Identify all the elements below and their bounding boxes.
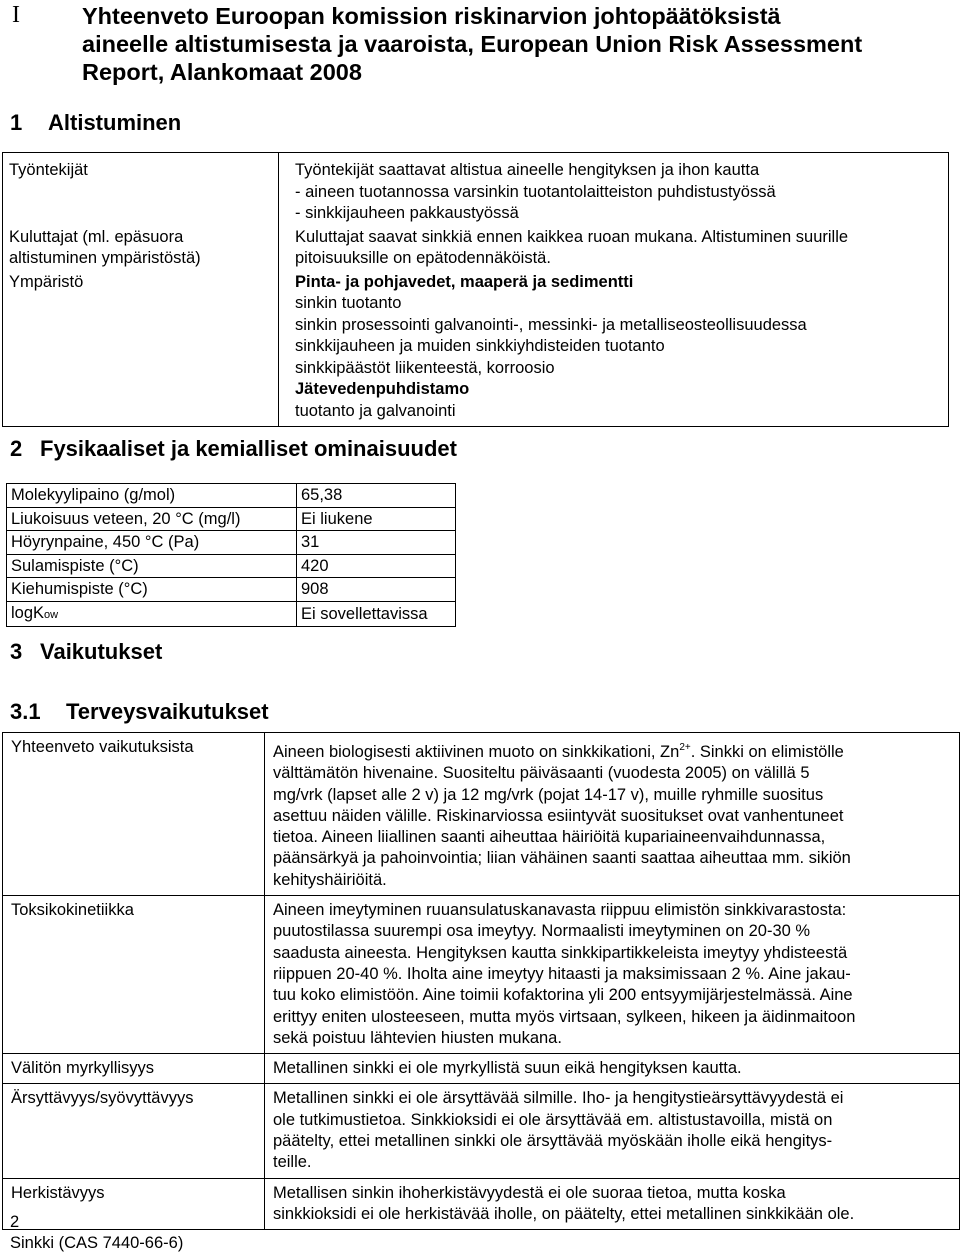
row-label: [3, 153, 279, 226]
content-line: saadusta aineesta. Hengityksen kautta sinkkipartikkeleista imeytyy yhdisteestä: [273, 943, 848, 962]
content-line: Metallinen sinkki ei ole ärsyttävää silmille. Iho- ja hengitystieärsyttävyydestä ei: [273, 1089, 844, 1108]
row-label: Herkistävyys: [3, 1178, 265, 1230]
content-subheading: Pinta- ja pohjavedet, maaperä ja sedimentti: [295, 272, 634, 291]
section-title: Fysikaaliset ja kemialliset ominaisuudet: [40, 436, 457, 461]
table-row: [7, 484, 456, 508]
content-line: Metallisen sinkin ihoherkistävyydestä ei ole suoraa tietoa, mutta koska: [273, 1183, 786, 1202]
superscript: 2+: [679, 742, 691, 753]
content-line: riippuen 20-40 %. Iholta aine imeytyy hitaasti ja maksimissaan 2 %. Aine jakau-: [273, 964, 851, 983]
content-subheading: Jätevedenpuhdistamo: [295, 380, 470, 398]
content-line: ole tutkimustietoa. Sinkkioksidi ei ole ärsyttävää em. altistustavoilla, mistä on: [273, 1110, 833, 1129]
row-label: Toksikokinetiikka: [3, 896, 265, 1054]
section-title: Vaikutukset: [40, 639, 163, 664]
property-value: 65,38: [297, 484, 456, 508]
section-title: Terveysvaikutukset: [66, 699, 269, 724]
table-row: [3, 226, 949, 271]
property-label: Kiehumispiste (°C): [7, 578, 297, 602]
row-content: [279, 153, 949, 226]
content-line: Työntekijät saattavat altistua aineelle hengityksen ja ihon kautta: [295, 161, 760, 179]
content-line: välttämätön hivenaine. Suositeltu päiväsaanti (vuodesta 2005) on välillä 5: [273, 764, 810, 783]
table-row: [7, 601, 456, 627]
section-number: 3.1: [10, 699, 41, 724]
row-label: [3, 271, 279, 427]
section-title: Altistuminen: [48, 110, 182, 135]
title-line: Report, Alankomaat 2008: [82, 59, 362, 85]
row-content: [265, 1054, 960, 1084]
table-row: [3, 153, 949, 226]
content-line: päänsärkyä ja pahoinvointia; liian vähäinen saanti saattaa aiheuttaa mm. sikiön: [273, 849, 851, 868]
property-value: 31: [297, 531, 456, 555]
property-label: [7, 601, 297, 627]
row-content: [279, 271, 949, 427]
properties-table: [6, 483, 456, 627]
property-label: Molekyylipaino (g/mol): [7, 484, 297, 508]
table-row: [3, 271, 949, 427]
row-content: [265, 733, 960, 896]
row-label: Yhteenveto vaikutuksista: [3, 733, 265, 896]
table-row: [3, 896, 960, 1054]
content-line: tietoa. Aineen liiallinen saanti aiheuttaa häiriöitä kupariaineenvaihdunnassa,: [273, 828, 826, 847]
table-row: [7, 578, 456, 602]
content-line: puutostilassa suurempi osa imeytyy. Normaalisti imeytyminen on 20-30 %: [273, 922, 811, 941]
property-value: Ei sovellettavissa: [297, 601, 456, 627]
content-line: - sinkkijauheen pakkaustyössä: [295, 204, 519, 222]
property-label: Sulamispiste (°C): [7, 554, 297, 578]
content-line: sekä poistuu lähtevien hiusten mukana.: [273, 1028, 562, 1047]
content-line: Aineen imeytyminen ruuansulatuskanavasta riippuu elimistön sinkkivarastosta:: [273, 901, 847, 920]
footer-substance: Sinkki (CAS 7440-66-6): [10, 1234, 184, 1252]
section-number: 3: [10, 639, 23, 664]
property-label: Liukoisuus veteen, 20 °C (mg/l): [7, 507, 297, 531]
label-subscript: ow: [44, 608, 59, 621]
table-row: [3, 733, 960, 896]
content-line: - aineen tuotannossa varsinkin tuotantolaitteiston puhdistustyössä: [295, 182, 776, 201]
label-text: Ympäristö: [9, 272, 84, 291]
section-heading-health: [10, 699, 269, 725]
property-value: 908: [297, 578, 456, 602]
section-heading-properties: [10, 436, 457, 462]
content-line: Kuluttajat saavat sinkkiä ennen kaikkea ruoan mukana. Altistuminen suurille: [295, 227, 849, 246]
content-line: sinkkipäästöt liikenteestä, korroosio: [295, 358, 555, 377]
content-line: asettuu näiden välille. Riskinarviossa esiintyvät suositukset ovat vanhentuneet: [273, 806, 844, 825]
label-text: logK: [11, 603, 45, 622]
content-line: kehityshäiriöitä.: [273, 870, 387, 889]
content-line: mg/vrk (lapset alle 2 v) ja 12 mg/vrk (pojat 14-17 v), muille ryhmille suositus: [273, 785, 824, 804]
property-value: 420: [297, 554, 456, 578]
content-line: erittyy eniten ulosteeseen, mutta myös virtsaan, sylkeen, hikeen ja äidinmaitoon: [273, 1007, 856, 1026]
section-number: 2: [10, 436, 23, 461]
table-row: [7, 554, 456, 578]
table-row: [7, 507, 456, 531]
table-row: [7, 531, 456, 555]
section-heading-effects: [10, 639, 162, 665]
section-heading-exposure: [10, 110, 181, 136]
content-line: pitoisuuksille on epätodennäköistä.: [295, 249, 551, 267]
content-line: sinkkioksidi ei ole herkistävää iholle, on päätelty, ettei metallinen sinkkikään ole.: [273, 1204, 855, 1223]
label-text: Kuluttajat (ml. epäsuora: [9, 227, 184, 246]
content-line: tuotanto ja galvanointi: [295, 401, 456, 420]
row-label: Ärsyttävyys/syövyttävyys: [3, 1084, 265, 1178]
health-effects-table: [2, 732, 960, 1230]
table-row: [3, 1054, 960, 1084]
row-content: [279, 226, 949, 271]
row-label: Välitön myrkyllisyys: [3, 1054, 265, 1084]
row-content: [265, 896, 960, 1054]
row-label: [3, 226, 279, 271]
row-content: [265, 1084, 960, 1178]
row-content: [265, 1178, 960, 1230]
text-run: Aineen biologisesti aktiivinen muoto on sinkkikationi, Zn: [273, 743, 680, 761]
table-row: [3, 1084, 960, 1178]
text-run: . Sinkki on elimistölle: [690, 743, 844, 761]
content-line: Metallinen sinkki ei ole myrkyllistä suun eikä hengityksen kautta.: [273, 1059, 742, 1078]
content-line: [273, 737, 951, 763]
page-number: 2: [10, 1213, 20, 1231]
label-text: altistuminen ympäristöstä): [9, 249, 201, 267]
document-title: [82, 2, 862, 86]
section-number: 1: [10, 110, 23, 135]
label-text: Työntekijät: [9, 161, 88, 179]
content-line: teille.: [273, 1153, 312, 1172]
table-row: [3, 1178, 960, 1230]
property-value: Ei liukene: [297, 507, 456, 531]
roman-numeral: I: [12, 2, 20, 28]
content-line: tuu koko elimistöön. Aine toimii kofaktorina yli 200 entsyymijärjestelmässä. Aine: [273, 986, 853, 1005]
property-label: Höyrynpaine, 450 °C (Pa): [7, 531, 297, 555]
content-line: sinkkijauheen ja muiden sinkkiyhdisteiden tuotanto: [295, 337, 665, 355]
title-line: Yhteenveto Euroopan komission riskinarvion johtopäätöksistä: [82, 3, 781, 29]
content-line: sinkin tuotanto: [295, 294, 402, 312]
exposure-table: [2, 152, 949, 427]
document-header: [10, 2, 955, 86]
content-line: päätelty, ettei metallinen sinkki ole ärsyttävää myöskään iholle eikä hengitys-: [273, 1132, 833, 1151]
content-line: sinkin prosessointi galvanointi-, messinki- ja metalliseosteollisuudessa: [295, 315, 807, 334]
title-line: aineelle altistumisesta ja vaaroista, European Union Risk Assessment: [82, 31, 863, 57]
